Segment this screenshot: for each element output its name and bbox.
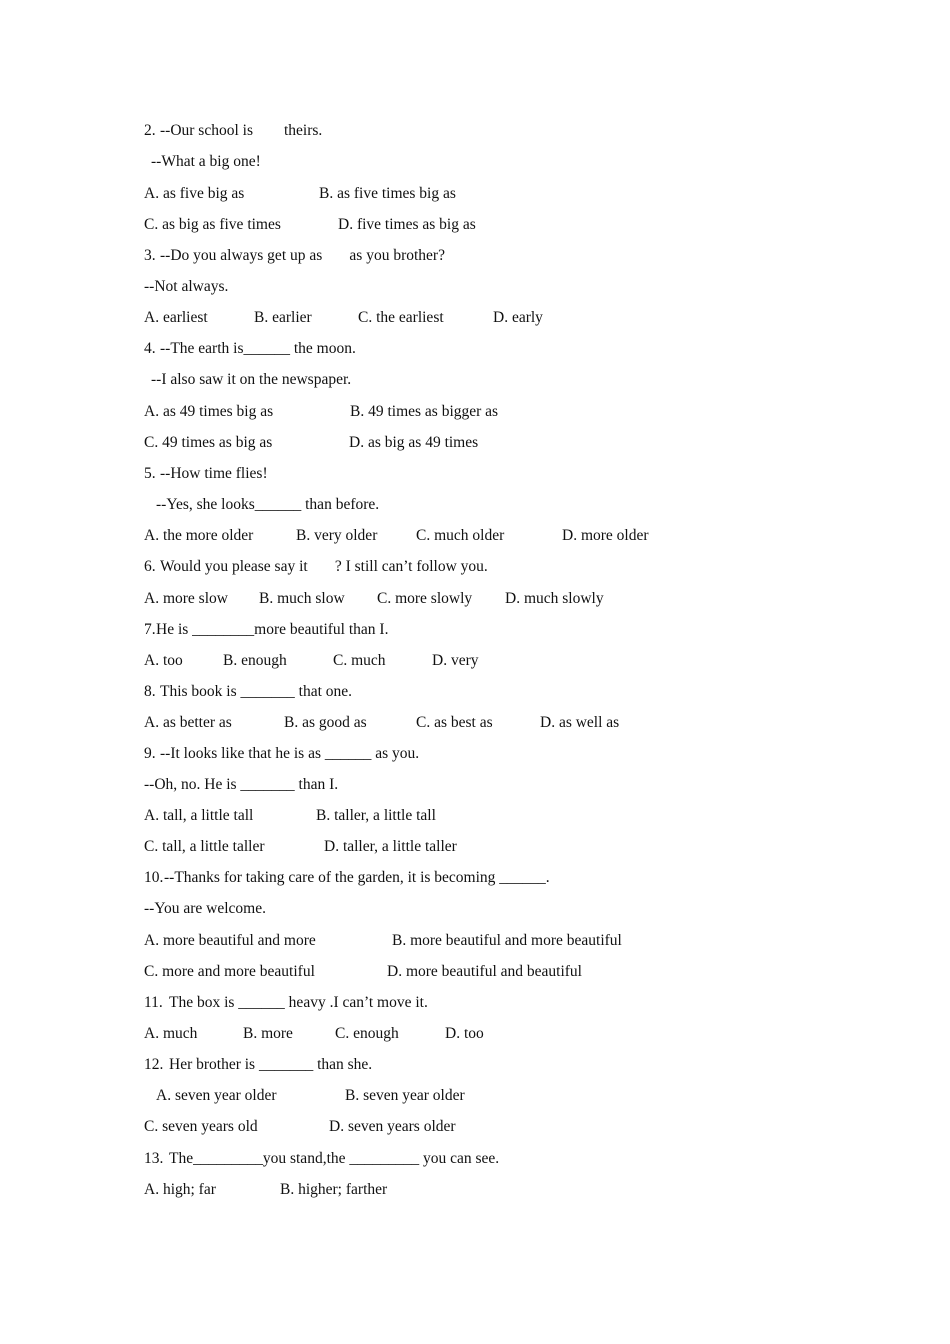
- question-12-stem: [0, 1055, 373, 1075]
- option-d: D. more beautiful and beautiful: [387, 963, 582, 980]
- reply-text: --You are welcome.: [144, 900, 266, 917]
- question-10-options-row-2: [0, 962, 582, 982]
- question-3-stem: [0, 246, 445, 266]
- question-8-options: [0, 713, 620, 733]
- option-b: B. as good as: [284, 714, 367, 731]
- question-8-stem: [0, 682, 353, 702]
- option-b: B. taller, a little tall: [316, 807, 436, 824]
- question-9-options-row-2: [0, 837, 457, 857]
- question-2-stem: [0, 121, 323, 141]
- question-4-options-row-1: [0, 402, 499, 422]
- option-a: A. high; far: [144, 1181, 216, 1198]
- option-b: B. as five times big as: [319, 185, 456, 202]
- option-b: B. 49 times as bigger as: [350, 403, 499, 420]
- option-d: D. taller, a little taller: [324, 838, 457, 855]
- question-7-stem: [0, 620, 389, 640]
- option-d: D. very: [432, 652, 479, 669]
- option-c: C. much: [333, 652, 386, 669]
- option-a: A. the more older: [144, 527, 254, 544]
- option-b: B. more beautiful and more beautiful: [392, 932, 622, 949]
- question-number: 5.: [144, 465, 156, 482]
- question-text: He is ________more beautiful than I.: [156, 621, 389, 638]
- question-10-options-row-1: [0, 931, 622, 951]
- question-10-stem: [0, 868, 550, 888]
- question-7-options: [0, 651, 479, 671]
- option-c: C. much older: [416, 527, 505, 544]
- option-c: C. seven years old: [144, 1118, 258, 1135]
- option-c: C. as big as five times: [144, 216, 281, 233]
- question-9-reply: [0, 775, 339, 795]
- question-text: --It looks like that he is as ______ as you.: [160, 745, 420, 762]
- option-b: B. earlier: [254, 309, 312, 326]
- question-text: Would you please say it ? I still can’t follow you.: [160, 558, 488, 575]
- question-11-options: [0, 1024, 484, 1044]
- reply-text: --Not always.: [144, 278, 229, 295]
- option-a: A. tall, a little tall: [144, 807, 254, 824]
- option-a: A. more slow: [144, 590, 228, 607]
- reply-text: --I also saw it on the newspaper.: [151, 371, 352, 388]
- question-number: 3.: [144, 247, 156, 264]
- question-number: 8.: [144, 683, 156, 700]
- option-c: C. enough: [335, 1025, 399, 1042]
- question-5-options: [0, 526, 649, 546]
- option-b: B. very older: [296, 527, 378, 544]
- question-number: 9.: [144, 745, 156, 762]
- question-2-options-row-1: [0, 184, 456, 204]
- question-5-reply: [0, 495, 380, 515]
- question-9-options-row-1: [0, 806, 436, 826]
- option-d: D. too: [445, 1025, 484, 1042]
- reply-text: --Oh, no. He is _______ than I.: [144, 776, 339, 793]
- option-a: A. much: [144, 1025, 198, 1042]
- option-a: A. as five big as: [144, 185, 245, 202]
- question-11-stem: [0, 993, 428, 1013]
- question-number: 6.: [144, 558, 156, 575]
- option-a: A. seven year older: [156, 1087, 277, 1104]
- question-number: 7.: [144, 621, 156, 638]
- option-d: D. five times as big as: [338, 216, 476, 233]
- question-text: --The earth is______ the moon.: [160, 340, 356, 357]
- option-d: D. early: [493, 309, 543, 326]
- option-a: A. more beautiful and more: [144, 932, 316, 949]
- option-d: D. more older: [562, 527, 649, 544]
- question-9-stem: [0, 744, 420, 764]
- option-b: B. more: [243, 1025, 293, 1042]
- option-c: C. tall, a little taller: [144, 838, 265, 855]
- question-13-options: [0, 1180, 388, 1200]
- question-number: 4.: [144, 340, 156, 357]
- option-d: D. seven years older: [329, 1118, 456, 1135]
- question-text: This book is _______ that one.: [160, 683, 353, 700]
- option-c: C. the earliest: [358, 309, 444, 326]
- reply-text: --Yes, she looks______ than before.: [156, 496, 380, 513]
- option-c: C. 49 times as big as: [144, 434, 273, 451]
- question-2-reply: [0, 152, 261, 172]
- option-b: B. much slow: [259, 590, 345, 607]
- question-6-stem: [0, 557, 488, 577]
- question-text: The box is ______ heavy .I can’t move it.: [169, 994, 428, 1011]
- question-4-options-row-2: [0, 433, 479, 453]
- option-d: D. as big as 49 times: [349, 434, 479, 451]
- question-text: --How time flies!: [160, 465, 268, 482]
- option-b: B. enough: [223, 652, 287, 669]
- option-a: A. as better as: [144, 714, 232, 731]
- question-5-stem: [0, 464, 268, 484]
- option-b: B. higher; farther: [280, 1181, 388, 1198]
- question-number: 12.: [144, 1056, 164, 1073]
- option-b: B. seven year older: [345, 1087, 465, 1104]
- option-d: D. much slowly: [505, 590, 604, 607]
- question-number: 11.: [144, 994, 163, 1011]
- question-text: The_________you stand,the _________ you can see.: [169, 1150, 500, 1167]
- question-13-stem: [0, 1149, 500, 1169]
- option-d: D. as well as: [540, 714, 620, 731]
- question-3-reply: [0, 277, 229, 297]
- question-number: 10.: [144, 869, 164, 886]
- question-3-options: [0, 308, 543, 328]
- question-12-options-row-1: [0, 1086, 465, 1106]
- question-text: Her brother is _______ than she.: [169, 1056, 373, 1073]
- question-4-reply: [0, 370, 352, 390]
- question-text: --Do you always get up as as you brother?: [160, 247, 445, 264]
- option-a: A. too: [144, 652, 183, 669]
- question-text: --Thanks for taking care of the garden, it is becoming ______.: [164, 869, 550, 886]
- reply-text: --What a big one!: [151, 153, 261, 170]
- question-10-reply: [0, 899, 266, 919]
- question-number: 13.: [144, 1150, 164, 1167]
- question-6-options: [0, 589, 604, 609]
- question-2-options-row-2: [0, 215, 476, 235]
- question-12-options-row-2: [0, 1117, 456, 1137]
- option-a: A. earliest: [144, 309, 208, 326]
- option-c: C. as best as: [416, 714, 493, 731]
- option-c: C. more and more beautiful: [144, 963, 315, 980]
- option-a: A. as 49 times big as: [144, 403, 274, 420]
- question-number: 2.: [144, 122, 156, 139]
- option-c: C. more slowly: [377, 590, 473, 607]
- question-text: --Our school is theirs.: [160, 122, 323, 139]
- question-4-stem: [0, 339, 356, 359]
